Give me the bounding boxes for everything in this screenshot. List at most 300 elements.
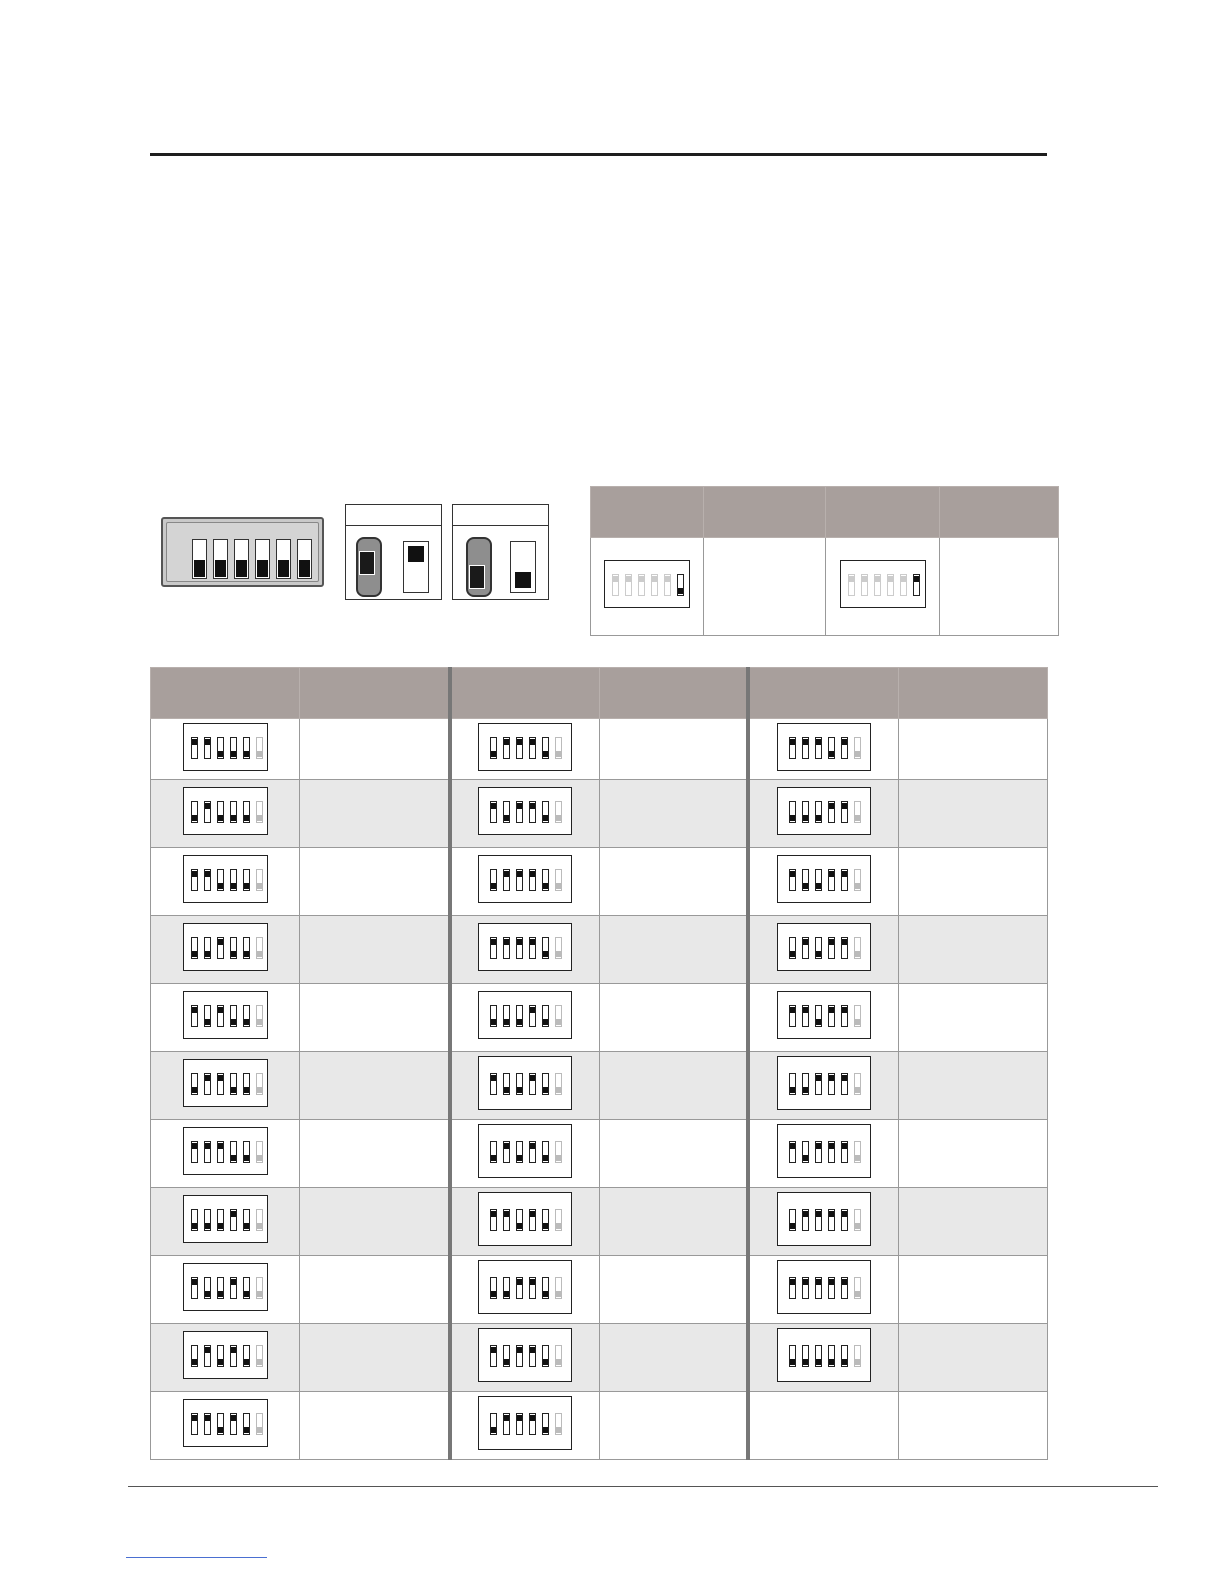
switch-window	[510, 541, 536, 593]
dip-switch-3	[234, 539, 249, 579]
dip-icon-cell	[151, 1120, 300, 1188]
dip-switch-toggle-3	[516, 1345, 523, 1367]
dip-switch-toggle-1	[789, 1141, 796, 1163]
dip-icon-cell	[748, 1324, 899, 1392]
dip-switch-toggle-6	[854, 1277, 861, 1299]
dip-icon-cell	[450, 1120, 600, 1188]
dip-switch-toggle-4	[230, 1277, 237, 1299]
table-row	[151, 780, 1048, 848]
dip-switch-toggle-5	[841, 1073, 848, 1095]
dip-switch-toggle-3	[516, 801, 523, 823]
dip-switch-toggle-3	[815, 1345, 822, 1367]
dip-switch-toggle-2	[204, 737, 211, 759]
value-cell	[300, 780, 450, 848]
dip-switch-toggle-3	[815, 1141, 822, 1163]
dip-switch-toggle-4	[230, 937, 237, 959]
header-cell	[899, 668, 1048, 719]
dip-icon-cell	[151, 719, 300, 780]
dip-icon-cell	[450, 1188, 600, 1256]
slide-switch-knob	[469, 565, 485, 589]
dip-switch-toggle-2	[204, 1345, 211, 1367]
dip-switch-toggle-4	[230, 1073, 237, 1095]
dip-switch-toggle-1	[848, 574, 855, 596]
dip-switch-toggle-6	[555, 1141, 562, 1163]
dip-switch-toggle-5	[542, 1141, 549, 1163]
dip-icon-cell	[450, 1392, 600, 1460]
dip-switch-toggle-5	[243, 1209, 250, 1231]
dip-switch-toggle-3	[217, 1141, 224, 1163]
dip-switch-toggle-5	[900, 574, 907, 596]
dip-switch-toggle-2	[802, 1005, 809, 1027]
dip-switch-icon	[777, 1192, 871, 1246]
dip-switch-toggle-1	[191, 869, 198, 891]
dip-switch-toggle-3	[217, 1345, 224, 1367]
dip-switch-toggle-6	[256, 801, 263, 823]
dip-switch-icon	[183, 1059, 268, 1107]
dip-icon-cell	[748, 780, 899, 848]
dip-icon-cell	[591, 538, 704, 636]
dip-switch-toggle-3	[516, 1073, 523, 1095]
dip-switch-toggle-4	[230, 1413, 237, 1435]
value-cell	[300, 916, 450, 984]
dip-switch-toggle-4	[529, 1073, 536, 1095]
dip-switch-toggle-1	[490, 737, 497, 759]
dip-switch-icon	[777, 787, 871, 835]
dip-switch-toggle-5	[542, 1005, 549, 1027]
value-cell	[300, 719, 450, 780]
dip-switch-toggle-3	[815, 1209, 822, 1231]
value-cell	[300, 1324, 450, 1392]
dip-switch-toggle-4	[828, 801, 835, 823]
dip-switch-toggle-2	[503, 1141, 510, 1163]
dip-switch-toggle-6	[555, 869, 562, 891]
table-row	[151, 1392, 1048, 1460]
value-cell	[600, 1324, 748, 1392]
dip-switch-toggle-4	[529, 801, 536, 823]
dip-switch-toggle-4	[828, 1345, 835, 1367]
slide-switch-diagram-down	[452, 504, 549, 600]
dip-icon-cell	[826, 538, 940, 636]
dip-switch-toggle-2	[503, 937, 510, 959]
dip-switch-toggle-5	[542, 1277, 549, 1299]
dip-switch-toggle-3	[516, 1209, 523, 1231]
dip-switch-toggle-1	[612, 574, 619, 596]
dip-switch-6	[297, 539, 312, 579]
dip-switch-toggle-6	[256, 1345, 263, 1367]
dip-icon-cell	[748, 1120, 899, 1188]
dip-switch-toggle-1	[191, 1413, 198, 1435]
value-cell	[600, 916, 748, 984]
dip-icon-cell	[748, 1256, 899, 1324]
dip-switch-toggle-5	[841, 1005, 848, 1027]
dip-switch-icon	[478, 1328, 572, 1382]
dip-switch-toggle-5	[243, 737, 250, 759]
table-row	[151, 1188, 1048, 1256]
header-cell	[704, 487, 826, 538]
dip-switch-toggle-6	[256, 737, 263, 759]
dip-switch-toggle-5	[841, 1345, 848, 1367]
table-row	[151, 1120, 1048, 1188]
dip-icon-cell	[151, 984, 300, 1052]
dip-switch-toggle-5	[542, 869, 549, 891]
dip-switch-4	[255, 539, 270, 579]
dip-switch-toggle-2	[802, 937, 809, 959]
dip-switch-toggle-6	[854, 737, 861, 759]
dip-switch-toggle-1	[789, 1277, 796, 1299]
dip-icon-cell	[450, 1052, 600, 1120]
slide-switch-knob	[359, 551, 375, 575]
dip-switch-toggle-2	[802, 1277, 809, 1299]
table-row	[151, 916, 1048, 984]
dip-switch-toggle-4	[529, 1209, 536, 1231]
dip-switch-toggle-3	[815, 937, 822, 959]
value-cell	[300, 1052, 450, 1120]
dip-switch-toggle-2	[802, 1141, 809, 1163]
dip-switch-icon	[183, 1399, 268, 1447]
value-cell	[600, 1256, 748, 1324]
dip-icon-cell	[748, 984, 899, 1052]
dip-switch-toggle-1	[789, 801, 796, 823]
value-cell	[300, 848, 450, 916]
dip-switch-toggle-5	[841, 869, 848, 891]
dip-switch-toggle-3	[815, 801, 822, 823]
dip-switch-toggle-4	[828, 1141, 835, 1163]
dip-switch-toggle-4	[828, 937, 835, 959]
value-cell	[600, 1188, 748, 1256]
dip-switch-icon	[478, 787, 572, 835]
dip-switch-toggle-4	[828, 1277, 835, 1299]
dip-icon-cell	[450, 848, 600, 916]
dip-switch-toggle-5	[841, 1277, 848, 1299]
dip-switch-toggle-1	[191, 1073, 198, 1095]
dip-switch-icon	[183, 787, 268, 835]
dip-switch-toggle-2	[802, 869, 809, 891]
dip-icon-cell	[151, 1052, 300, 1120]
dip-switch-icon	[840, 560, 926, 608]
value-cell	[600, 780, 748, 848]
dip-switch-toggle-2	[861, 574, 868, 596]
dip-icon-cell	[151, 780, 300, 848]
dip-icon-cell	[748, 719, 899, 780]
dip-switch-toggle-5	[243, 1141, 250, 1163]
dip-switch-toggle-6	[555, 1073, 562, 1095]
value-cell	[899, 916, 1048, 984]
dip-switch-toggle-3	[516, 869, 523, 891]
dip-icon-cell	[748, 1392, 899, 1460]
dip-icon-cell	[450, 916, 600, 984]
dip-switch-toggle-5	[243, 801, 250, 823]
value-cell	[600, 984, 748, 1052]
slide-switch-body	[466, 537, 492, 597]
header-cell	[300, 668, 450, 719]
dip-switch-toggle-1	[191, 1141, 198, 1163]
dip-switch-toggle-1	[490, 801, 497, 823]
dip-switch-toggle-6	[854, 1345, 861, 1367]
dip-switch-toggle-3	[815, 1277, 822, 1299]
dip-switch-toggle-2	[503, 801, 510, 823]
dip-switch-toggle-2	[503, 1209, 510, 1231]
dip-switch-toggle-1	[789, 737, 796, 759]
dip-switch-toggle-4	[529, 737, 536, 759]
value-cell	[899, 1052, 1048, 1120]
value-cell	[300, 1256, 450, 1324]
dip-switch-icon	[478, 923, 572, 971]
dip-switch-toggle-1	[490, 937, 497, 959]
dip-switch-toggle-4	[651, 574, 658, 596]
dip-switch-toggle-5	[664, 574, 671, 596]
header-cell	[940, 487, 1059, 538]
dip-switch-icon	[777, 1328, 871, 1382]
dip-switch-icon	[777, 1260, 871, 1314]
dip-switch-toggle-1	[191, 937, 198, 959]
dip-switch-toggle-1	[789, 1345, 796, 1367]
dip-switch-toggle-5	[243, 937, 250, 959]
dip-switch-toggle-2	[625, 574, 632, 596]
dip-switch-toggle-5	[243, 1073, 250, 1095]
value-cell	[300, 1188, 450, 1256]
dip-switch-icon	[777, 723, 871, 771]
dip-switch-icon	[777, 991, 871, 1039]
dip-switch-toggle-1	[490, 1413, 497, 1435]
dip-switch-toggle-4	[529, 1005, 536, 1027]
dip-switch-toggle-6	[256, 1277, 263, 1299]
dip-switch-toggle-6	[555, 801, 562, 823]
dip-switch-toggle-2	[802, 1345, 809, 1367]
dip-switch-toggle-3	[516, 1141, 523, 1163]
dip-switch-toggle-3	[815, 1005, 822, 1027]
dip-switch-toggle-3	[217, 1413, 224, 1435]
value-cell	[600, 1120, 748, 1188]
dip-switch-toggle-4	[529, 1345, 536, 1367]
dip-switch-toggle-6	[256, 1413, 263, 1435]
dip-switch-toggle-4	[828, 1005, 835, 1027]
value-cell	[899, 1392, 1048, 1460]
dip-switch-toggle-3	[516, 937, 523, 959]
dip-switch-toggle-6	[854, 869, 861, 891]
dip-switch-icon	[478, 1260, 572, 1314]
value-cell	[300, 984, 450, 1052]
dip-switch-icon	[478, 991, 572, 1039]
dip-switch-toggle-6	[854, 937, 861, 959]
dip-switch-toggle-5	[542, 1073, 549, 1095]
dip-switch-toggle-2	[204, 1277, 211, 1299]
dip-icon-cell	[450, 984, 600, 1052]
dip-switch-toggle-3	[217, 869, 224, 891]
dip-switch-toggle-6	[854, 1209, 861, 1231]
header-cell	[600, 668, 748, 719]
dip-switch-toggle-2	[503, 1073, 510, 1095]
dip-switch-toggle-3	[516, 1413, 523, 1435]
dip-switch-2	[213, 539, 228, 579]
dip-switch-toggle-1	[191, 737, 198, 759]
value-cell	[600, 719, 748, 780]
value-cell	[899, 848, 1048, 916]
dip-switch-toggle-3	[217, 1005, 224, 1027]
dip-switch-toggle-2	[802, 801, 809, 823]
dip-switch-toggle-3	[217, 1073, 224, 1095]
dip-switch-toggle-6	[555, 737, 562, 759]
dip-icon-cell	[151, 1324, 300, 1392]
dip-switch-toggle-3	[638, 574, 645, 596]
dip-switch-icon	[183, 923, 268, 971]
header-cell	[748, 668, 899, 719]
value-cell	[300, 1392, 450, 1460]
dip-icon-cell	[450, 1324, 600, 1392]
dip-switch-toggle-6	[256, 937, 263, 959]
switch-window	[403, 541, 429, 593]
dip-switch-toggle-4	[828, 737, 835, 759]
dip-switch-icon	[183, 1195, 268, 1243]
dip-switch-toggle-6	[256, 1209, 263, 1231]
value-cell	[600, 1052, 748, 1120]
dip-switch-toggle-3	[217, 937, 224, 959]
dip-switch-toggle-6	[555, 1005, 562, 1027]
dip-switch-toggle-6	[555, 1209, 562, 1231]
value-cell	[899, 984, 1048, 1052]
dip-icon-cell	[151, 1392, 300, 1460]
dip-switch-toggle-6	[555, 1277, 562, 1299]
dip-icon-cell	[748, 916, 899, 984]
dip-switch-toggle-6	[913, 574, 920, 596]
value-cell	[899, 1120, 1048, 1188]
dip-switch-toggle-5	[243, 869, 250, 891]
dip-icon-cell	[151, 916, 300, 984]
dip-switch-toggle-5	[542, 1209, 549, 1231]
dip-switch-toggle-5	[841, 737, 848, 759]
dip-switch-toggle-4	[828, 1209, 835, 1231]
dip-switch-toggle-3	[516, 1005, 523, 1027]
dip-switch-toggle-4	[230, 869, 237, 891]
dip-switch-toggle-3	[217, 801, 224, 823]
dip-switch-toggle-4	[529, 1141, 536, 1163]
slide-switch-body	[356, 537, 382, 597]
dip-switch-toggle-1	[789, 1073, 796, 1095]
dip-switch-icon	[183, 1331, 268, 1379]
dip-switch-icon	[777, 923, 871, 971]
dip-switch-toggle-6	[256, 869, 263, 891]
dip-switch-toggle-4	[230, 801, 237, 823]
dip-switch-icon	[183, 855, 268, 903]
dip-setting-table	[150, 667, 1048, 1460]
value-cell	[899, 780, 1048, 848]
dip-switch-toggle-2	[204, 801, 211, 823]
dip-switch-icon	[183, 1263, 268, 1311]
dip-switch-toggle-5	[243, 1005, 250, 1027]
dip-switch-toggle-6	[555, 1345, 562, 1367]
dip-switch-toggle-6	[256, 1141, 263, 1163]
dip-switch-toggle-6	[854, 1073, 861, 1095]
dip-icon-cell	[151, 848, 300, 916]
dip-switch-toggle-3	[217, 1209, 224, 1231]
dip-switch-toggle-1	[490, 1209, 497, 1231]
dip-switch-icon	[183, 723, 268, 771]
dip-switch-toggle-2	[802, 1209, 809, 1231]
dip-switch-block-diagram	[161, 517, 324, 587]
dip-switch-icon	[478, 723, 572, 771]
dip-icon-cell	[748, 1052, 899, 1120]
dip-switch-toggle-4	[230, 1345, 237, 1367]
dip-switch-icon	[777, 855, 871, 903]
dip-icon-cell	[450, 1256, 600, 1324]
dip-switch-toggle-2	[802, 737, 809, 759]
dip-icon-cell	[450, 719, 600, 780]
dip-switch-icon	[478, 1396, 572, 1450]
dip-switch-toggle-1	[490, 1277, 497, 1299]
value-cell	[600, 1392, 748, 1460]
footer-link-underline	[126, 1557, 267, 1558]
dip-switch-toggle-5	[542, 1345, 549, 1367]
dip-switch-toggle-6	[256, 1005, 263, 1027]
dip-switch-toggle-6	[854, 1141, 861, 1163]
dip-switch-toggle-2	[503, 869, 510, 891]
dip-switch-toggle-4	[230, 1209, 237, 1231]
dip-switch-toggle-5	[841, 1141, 848, 1163]
dip-switch-toggle-2	[802, 1073, 809, 1095]
dip-switch-icon	[183, 1127, 268, 1175]
dip-switch-toggle-1	[789, 869, 796, 891]
dip-switch-toggle-2	[204, 869, 211, 891]
dip-switch-toggle-2	[204, 937, 211, 959]
dip-switch-toggle-2	[204, 1209, 211, 1231]
header-cell	[826, 487, 940, 538]
dip-switch-toggle-6	[256, 1073, 263, 1095]
dip-switch-toggle-2	[503, 1345, 510, 1367]
dip-switch-toggle-2	[503, 1005, 510, 1027]
dip-switch-toggle-6	[677, 574, 684, 596]
dip-switch-toggle-1	[191, 801, 198, 823]
dip-switch-toggle-1	[191, 1345, 198, 1367]
dip-switch-toggle-4	[887, 574, 894, 596]
dip-switch-toggle-5	[243, 1277, 250, 1299]
dip-icon-cell	[748, 1188, 899, 1256]
dip-switch-toggle-5	[841, 1209, 848, 1231]
dip-switch-toggle-1	[789, 937, 796, 959]
dip-switch-toggle-5	[841, 801, 848, 823]
dip-switch-toggle-2	[204, 1073, 211, 1095]
dip-switch-toggle-6	[555, 1413, 562, 1435]
dip-icon-cell	[748, 848, 899, 916]
dip-icon-cell	[450, 780, 600, 848]
dip-switch-1	[192, 539, 207, 579]
dip-switch-icon	[604, 560, 690, 608]
dip-switch-toggle-4	[230, 737, 237, 759]
dip-switch-toggle-1	[789, 1005, 796, 1027]
footer-rule	[128, 1486, 1158, 1487]
value-cell	[300, 1120, 450, 1188]
dip-icon-cell	[151, 1188, 300, 1256]
dip-switch-toggle-1	[789, 1209, 796, 1231]
dip-setting-table-small	[590, 486, 1059, 636]
dip-switch-toggle-2	[503, 737, 510, 759]
dip-switch-toggle-1	[490, 869, 497, 891]
header-rule	[150, 153, 1047, 156]
dip-switch-toggle-4	[828, 869, 835, 891]
dip-switch-toggle-4	[230, 1141, 237, 1163]
dip-switch-icon	[777, 1124, 871, 1178]
value-cell	[899, 1324, 1048, 1392]
header-cell	[450, 668, 600, 719]
dip-switch-icon	[478, 1056, 572, 1110]
dip-switch-toggle-4	[230, 1005, 237, 1027]
dip-switch-toggle-2	[204, 1141, 211, 1163]
table-row	[151, 1256, 1048, 1324]
value-cell	[899, 1256, 1048, 1324]
dip-switch-toggle-4	[529, 869, 536, 891]
dip-switch-toggle-1	[191, 1005, 198, 1027]
dip-switch-toggle-5	[542, 801, 549, 823]
dip-switch-icon	[183, 991, 268, 1039]
dip-switch-toggle-2	[503, 1413, 510, 1435]
